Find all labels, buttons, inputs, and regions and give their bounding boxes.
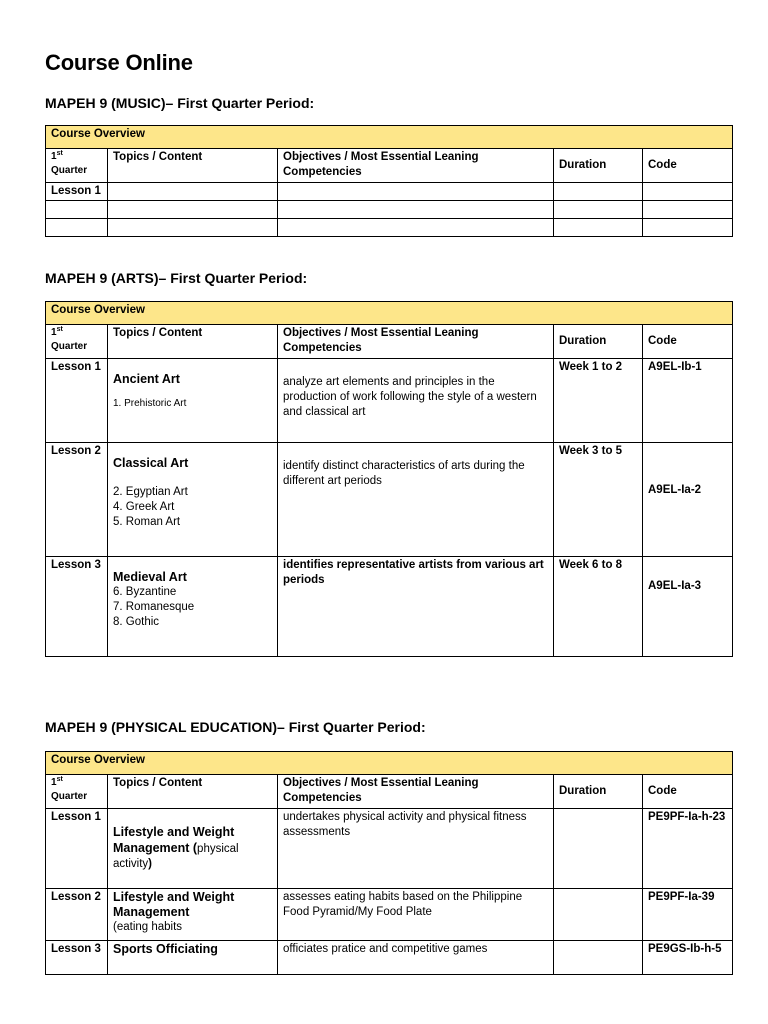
arts-course-table — [45, 301, 733, 657]
duration-header: Duration — [554, 775, 643, 809]
topic-cell — [108, 941, 278, 975]
objective-cell: assesses eating habits based on the Philippine Food Pyramid/My Food Plate — [278, 889, 554, 941]
table-row — [46, 889, 733, 941]
code-header: Code — [643, 775, 733, 809]
lesson-label: Lesson 1 — [46, 809, 108, 889]
pe-section-heading: MAPEH 9 (PHYSICAL EDUCATION)– First Quarter Period: — [45, 719, 426, 735]
topic-close: ) — [148, 858, 152, 870]
topic-title: Ancient Art — [113, 372, 180, 386]
topics-header: Topics / Content — [108, 325, 278, 359]
topic-item: 7. Romanesque — [113, 601, 195, 613]
code-cell: PE9PF-Ia-39 — [643, 889, 733, 941]
topic-cell — [108, 359, 278, 443]
duration-cell — [554, 889, 643, 941]
objective-cell: analyze art elements and principles in the production of work following the style of a western and classical art — [278, 359, 554, 443]
code-cell: A9EL-Ia-3 — [643, 557, 733, 657]
duration-cell — [554, 941, 643, 975]
topic-item: 2. Egyptian Art — [113, 486, 188, 498]
lesson-label: Lesson 3 — [46, 941, 108, 975]
topic-cell — [108, 809, 278, 889]
code-cell: PE9PF-Ia-h-23 — [643, 809, 733, 889]
arts-section-heading: MAPEH 9 (ARTS)– First Quarter Period: — [45, 270, 308, 286]
objective-cell: identifies representative artists from various art periods — [278, 557, 554, 657]
lesson-label: Lesson 1 — [46, 359, 108, 443]
code-cell — [643, 183, 733, 201]
duration-cell — [554, 809, 643, 889]
topics-header: Topics / Content — [108, 775, 278, 809]
quarter-header: 1st Quarter — [46, 775, 108, 809]
table-row — [46, 443, 733, 557]
topic-cell — [108, 557, 278, 657]
objectives-header: Objectives / Most Essential Leaning Competencies — [278, 775, 554, 809]
objective-cell: officiates pratice and competitive games — [278, 941, 554, 975]
topic-title: Sports Officiating — [113, 942, 218, 956]
table-row — [46, 219, 733, 237]
table-row — [46, 941, 733, 975]
topic-cell — [108, 443, 278, 557]
table-row — [46, 201, 733, 219]
topic-item: 4. Greek Art — [113, 501, 175, 513]
quarter-header: 1st Quarter — [46, 325, 108, 359]
table-row — [46, 557, 733, 657]
lesson-label: Lesson 1 — [46, 183, 108, 201]
lesson-label: Lesson 2 — [46, 443, 108, 557]
topic-item: 8. Gothic — [113, 616, 160, 628]
duration-header: Duration — [554, 325, 643, 359]
topic-title: Medieval Art — [113, 570, 187, 584]
topic-item: 6. Byzantine — [113, 586, 177, 598]
topic-cell — [108, 889, 278, 941]
objectives-header: Objectives / Most Essential Leaning Competencies — [278, 325, 554, 359]
duration-cell: Week 1 to 2 — [554, 359, 643, 443]
duration-cell: Week 6 to 8 — [554, 557, 643, 657]
quarter-header: 1st Quarter — [46, 149, 108, 183]
course-overview-label: Course Overview — [46, 752, 733, 775]
lesson-label: Lesson 3 — [46, 557, 108, 657]
topic-title: Lifestyle and Weight Management — [113, 890, 235, 919]
code-header: Code — [643, 149, 733, 183]
topic-note: physical activity — [113, 843, 239, 870]
topic-item: 5. Roman Art — [113, 516, 181, 528]
topics-header: Topics / Content — [108, 149, 278, 183]
code-header: Code — [643, 325, 733, 359]
objective-cell: identify distinct characteristics of arts during the different art periods — [278, 443, 554, 557]
course-overview-label: Course Overview — [46, 126, 733, 149]
duration-cell: Week 3 to 5 — [554, 443, 643, 557]
code-cell: A9EL-Ia-2 — [643, 443, 733, 557]
duration-cell — [554, 183, 643, 201]
course-overview-label: Course Overview — [46, 302, 733, 325]
table-row — [46, 809, 733, 889]
topic-title: Lifestyle and Weight Management ( — [113, 825, 235, 855]
topic-cell — [108, 183, 278, 201]
table-row — [46, 183, 733, 201]
topic-note: (eating habits — [113, 921, 183, 933]
pe-course-table — [45, 751, 733, 975]
music-section-heading: MAPEH 9 (MUSIC)– First Quarter Period: — [45, 95, 315, 111]
table-row — [46, 359, 733, 443]
topic-title: Classical Art — [113, 456, 189, 470]
music-course-table — [45, 125, 733, 237]
code-cell: A9EL-Ib-1 — [643, 359, 733, 443]
duration-header: Duration — [554, 149, 643, 183]
objective-cell — [278, 183, 554, 201]
objectives-header: Objectives / Most Essential Leaning Competencies — [278, 149, 554, 183]
objective-cell: undertakes physical activity and physical fitness assessments — [278, 809, 554, 889]
document-title: Course Online — [45, 50, 193, 75]
code-cell: PE9GS-Ib-h-5 — [643, 941, 733, 975]
topic-item: 1. Prehistoric Art — [113, 398, 187, 409]
lesson-label: Lesson 2 — [46, 889, 108, 941]
